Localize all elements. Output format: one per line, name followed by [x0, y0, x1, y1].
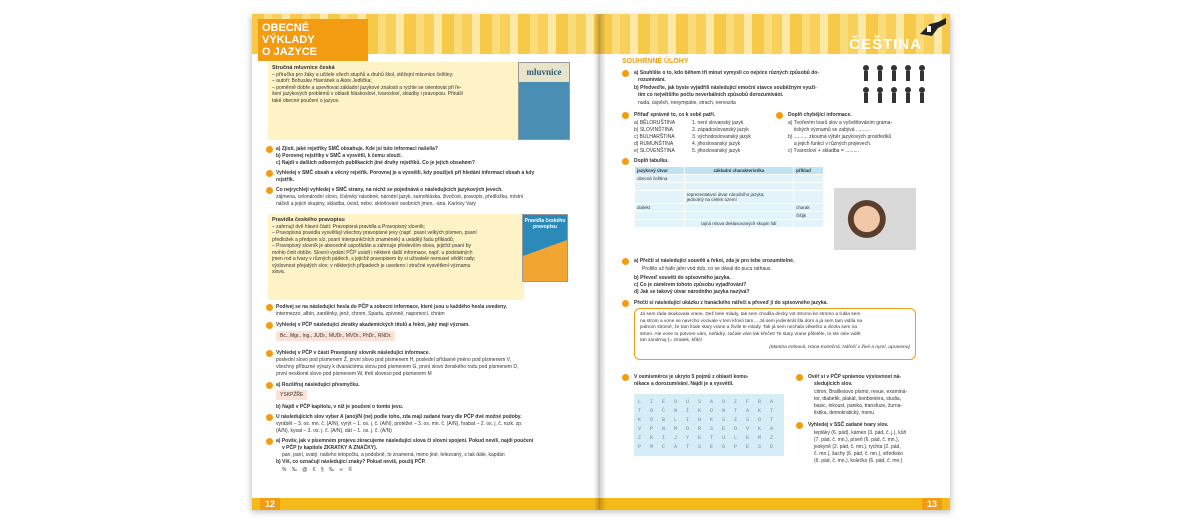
table-cell [684, 183, 793, 191]
info-box-heading: Pravidla českého pravopisu [272, 217, 345, 223]
exercise-text: b) Převeď souvětí do spisovného jazyka. [634, 275, 731, 281]
section-title: SOUHRNNÉ ÚLOHY [622, 58, 689, 65]
grid-row: L I E O U S A O Z F R A [638, 399, 777, 405]
info-box-line: předložek a předpon s/z, psaní interpunkčních znamének) a uvádějí řadu příkladů; [272, 236, 455, 243]
exercise-text: č. mn.), šachy (6. pád, č. mn.), středisko [814, 451, 903, 457]
table-row [635, 204, 824, 212]
table-cell: charak [794, 204, 824, 212]
exercise-text: basic, inkoust, panika, transfuze, žurna- [814, 403, 903, 409]
exercise-number [622, 300, 629, 307]
exercise-text: U následujících slov vyber A (ano)/N (ne) podle toho, zda mají zadané tvary dle PČP dvě možné podoby. [276, 414, 522, 420]
info-box-line: – autoři: Bohuslav Havránek a Alois Jedlička; [272, 78, 372, 84]
exercise-text: Vyhledej v PČP následující zkratky akademických titulů a řekni, jaký mají význam. [276, 322, 470, 328]
exercise-heading: V osmisměrce je ukryto 5 pojmů z oblasti komu- [634, 374, 749, 380]
book-title: Pravidla českého pravopisu [524, 218, 566, 230]
abbreviations-chip: Bc., Mgr., Ing., JUDr., MUDr., MVDr., PhDr., RNDr. [276, 331, 395, 341]
exercise-text: citron, Braillesovo písmo, revue, examiná- [814, 389, 908, 395]
dialect-quote [634, 308, 916, 360]
gesture-figures-icon [858, 62, 932, 110]
hand-icon [918, 16, 948, 38]
exercise-text: b) Předveďte, jak byste vyjádřili následující emoční stavce souběžným využi- [634, 85, 817, 91]
exercise-text: vyrábět – 3. os. mn. č. (A/N), vyrýt – 1. os. j. č. (A/N), protéžet – 3. os. mn. č. (A/N), hrabat – 2. os. j. č. rozk. zp. [276, 421, 523, 427]
match-option: 3. východoslovanský jazyk [692, 134, 751, 140]
exercise-number [266, 322, 273, 329]
table-cell [684, 204, 793, 212]
grid-row: V P N M O R S E O V K A [638, 426, 777, 432]
exercise-number [622, 70, 629, 77]
exercise-heading: Přečti si následující ukázku z hanáckého nářečí a převeď ji do spisovného jazyka. [634, 300, 828, 306]
info-box-line: šení jazykových problémů v oblasti hláskosloví, tvarosloví, skladby i pravopisu. Přináší [272, 91, 464, 97]
exercise-number [266, 438, 273, 445]
exercise-text: a) Povšv, jak v písemném projevu zkracujeme následující slova či slovní spojení. Pokud nevíš, najdi poučení [276, 438, 534, 444]
quote-line: tan zandrnoj (= zmatek, křik)! [640, 338, 702, 343]
exercise-number [796, 374, 803, 381]
exercise-text: rejstřík. [276, 177, 295, 183]
exercise-text: všechny příbuzné výrazy k dvanáctému slovu pod písmenem G, první slovo ženského rodu pod písmenem D, [276, 364, 519, 370]
quote-line: jednom stromě, že tam lítale stary vrane a živile te mlady. Tak já sem nechala věkeťko a vlezla sem na [640, 325, 858, 330]
info-box-line: výslovnost přejatých slov; v některých případech je uvedeno i stručné vysvětlení významu [272, 262, 471, 269]
exercise-text: d) Jak se takový útvar národního jazyka nazývá? [634, 289, 750, 295]
word-search-grid [634, 394, 784, 456]
table-header: základní charakteristika [684, 167, 793, 175]
table-cell [635, 212, 685, 220]
quote-line: na strom a vone se navrcho vocivale v tem křovó tam… Já sem jedenkrát šla dom a já sem tam vidíla na [640, 318, 863, 324]
exercise-text: Prollito už hafo jahn vod dob, co se dával do pucu rathaus. [642, 266, 772, 272]
exercise-text: b) Víš, co označují následující znaky? Pokud nevíš, použij PČP. [276, 459, 426, 465]
exercise-text: tepláky (6. pád), kámen (3. pád, č. j.), kůň [814, 430, 907, 436]
info-box-heading: Stručná mluvnice česká [272, 65, 335, 71]
exercise-text: pan, paní, svatý, našeho letopočtu, a podobně, to znamená, mimo jiné, telezvaný, s tak dále, kapitán [282, 452, 505, 458]
left-page-footer [252, 498, 602, 510]
exercise-text: b) Najdi v PČP kapitolu, v níž je poučení o tomto jevu. [276, 404, 404, 410]
exercise-text: c) Tvarosloví + skladba = .......... [788, 148, 860, 154]
info-box-line: – Pravopisná pravidla vysvětlují všechny pravopisné jevy (např. psaní velkých písmen, psaní [272, 230, 477, 236]
exercise-text: a) Tvořením tvarů slov a vyšvětlováním grama- [788, 120, 893, 126]
table-cell [635, 191, 685, 204]
info-box-smc [268, 62, 524, 140]
table-cell: čištjk [794, 212, 824, 220]
exercise-number [266, 170, 273, 177]
exercise-text: tím co největšího počtu neverbálních způsobů dorozumívání. [638, 92, 784, 98]
table-row [635, 220, 824, 228]
exercise-text: zájmena, celonárodní slovo, číslovky násobné, národní jazyk, samohláska, živočost, pravopis, předložka, místní [276, 194, 524, 200]
exercise-heading: sledujících slov. [814, 381, 853, 387]
exercise-number [796, 422, 803, 429]
table-header: jazykový útvar [635, 167, 685, 175]
info-box-line: také obecné poučení o jazyce. [272, 97, 340, 104]
exercise-text: a) Rozšifruj následující přesmyčku. [276, 382, 360, 388]
exercise-text: v PČP (v kapitole ZKRATKY A ZNAČKY). [282, 445, 378, 451]
exercise-text: (7. pád, č. mn.), píseň (6. pád, č. mn.), [814, 437, 900, 443]
match-option: 2. západoslovanský jazyk [692, 127, 749, 133]
exercise-number [622, 158, 629, 165]
table-row [635, 191, 824, 204]
exercise-text: c) Co je záměrem tohoto způsobu vyjadřování? [634, 282, 747, 288]
table-cell [684, 212, 793, 220]
match-option: 1. není slovanský jazyk [692, 120, 744, 126]
subject-title: ČEŠTINA [849, 36, 922, 53]
exercise-text: rozumívání. [638, 77, 666, 83]
match-item: b) SLOVINŠTINA [634, 127, 673, 133]
match-item: c) BULHARŠTINA [634, 134, 675, 140]
table-cell [794, 220, 824, 228]
exercise-text: tických významů se zabývá .......... [794, 127, 870, 133]
book-title: mluvnice [526, 67, 562, 77]
exercise-number [266, 350, 273, 357]
right-page-header [600, 14, 950, 54]
exercise-text: (6. pád, č. mn.), kolečko (6. pád, č. mn.) [814, 458, 903, 464]
page-number: 13 [922, 498, 942, 510]
exercise-text: Co nejrychleji vyhledej v SMČ strany, na nichž se pojednává o následujících jazykových jevech. [276, 187, 503, 193]
exercise-text: Vyhledej v SMČ obsah a věcný rejstřík. Porovnej je a vysvětli, kdy použiješ při hledání informací obsah a kdy [276, 170, 535, 176]
exercise-heading: Vyhledej v SSČ zadané tvary slov. [808, 422, 889, 428]
info-box-line: – příručka pro žáky a učitele všech stupňů a druhů škol, stěžejní mluvnice češtiny; [272, 71, 454, 78]
exercise-number [266, 414, 273, 421]
left-page [252, 14, 602, 510]
info-box-line: – Pravopisný slovník je abecedně uspořádán a zahrnuje především slova, jejichž psaní by [272, 243, 472, 249]
exercise-text: poslední slovo pod písmenem Ž, první slovo pod písmenem H, poslední přídavné jméno pod písmenem V, [276, 357, 511, 363]
table-cell: dialekt [635, 204, 685, 212]
table-cell: tajná mluva deklasovaných skupin lidí [684, 220, 793, 228]
exercise-number [266, 146, 273, 153]
exercise-text: tor, diabetik, plakát, bonboniéra, studia, [814, 396, 902, 402]
exercise-heading: Ověř si v PČP správnou výslovnost ná- [808, 374, 901, 380]
grid-row: T O Č N Í K O N T A K T [638, 408, 777, 414]
shouting-woman-photo [834, 188, 916, 250]
exercise-text: listika, demokratický, menu [814, 410, 875, 416]
exercise-heading: Přiřaď správně to, co k sobě patří. [634, 112, 716, 118]
match-item: a) BĚLORUŠTINA [634, 120, 676, 126]
quote-attribution: (Martina Irelnová, Hana Konečná, Nářečí v živé a nymí, upraveno) [769, 344, 910, 350]
anagram-chip: YSKPŽŘE [276, 390, 307, 400]
info-box-pcp [268, 214, 524, 300]
exercise-text: b) Porovnej rejstříky v SMČ a vysvětli, k čemu slouží. [276, 153, 402, 159]
table-header: příklad [794, 167, 824, 175]
table-cell [794, 191, 824, 204]
left-page-header [252, 14, 602, 58]
info-box-line: slova. [272, 269, 286, 275]
table-cell: obecná čeština [635, 175, 685, 183]
exercise-text: jeskyně (2. pád, č. mn.), rychta (2. pád, [814, 444, 901, 450]
exercise-number [266, 187, 273, 194]
right-page-footer [600, 498, 950, 510]
table-cell: reprezentativní útvar národního jazyka; jednotný na celém území [684, 191, 793, 204]
exercise-number [776, 112, 783, 119]
match-item: d) RUMUNŠTINA [634, 141, 674, 147]
info-box-line: – poměrně dobře a upevňovat základní jazykové znalosti a rychle se orientovat při ře- [272, 84, 462, 91]
page-number: 12 [260, 498, 280, 510]
exercise-text: intermezzo, albín, zarděnky, jenž, chrom, Sparta, zpívoně, napomocí, chrám [276, 311, 445, 317]
exercise-text: c) Najdi v dalších odborných publikacích jiné druhy rejstříků. Co je jejich obsahem? [276, 160, 475, 166]
exercise-text: nuda, úspěch, nesympatie, strach, nervozita [638, 100, 736, 106]
table-cell [794, 183, 824, 191]
exercise-heading: Doplň chybějící informace. [788, 112, 852, 118]
table-cell [684, 175, 793, 183]
exercise-text: b) .......... zkoumá výběr jazykových prostředků [788, 134, 892, 140]
table-cell [635, 183, 685, 191]
exercise-text: a jejich funkci v různých projevech. [794, 141, 872, 147]
exercise-text: Vyhledej v PČP v části Pravopisný slovník následující informace. [276, 350, 430, 356]
exercise-text: náčelí a jejich skupiny, skladba, úvod, nebo. skloňování osobních jmen, -ána. Karlovy Vary [276, 201, 476, 207]
exercise-number [622, 374, 629, 381]
table-row [635, 212, 824, 220]
fill-table [634, 166, 824, 228]
exercise-text: a) Zjisti, jaké rejstříky SMČ obsahuje. Kde jsi tuto informaci našel/a? [276, 146, 438, 152]
table-cell [635, 220, 685, 228]
match-option: 4. jihoslovanský jazyk [692, 141, 741, 147]
quote-line: strom. Ale vone to potvore vám, neřádry, začale vám tak křečet! Te stary vrane přiletěle, to ste mile vidět [640, 331, 861, 337]
symbols-row: % ‰ @ € § ‰ ∞ © [282, 467, 355, 473]
info-box-line: – zahrnují dvě hlavní části: Pravopisná pravidla a Pravopisný slovník; [272, 223, 426, 230]
exercise-heading: nikace a dorozumívání. Najdi je a vysvětli. [634, 381, 734, 387]
quote-line: Já sem ráda okukovala vrane. Dež bele mlady, tak sem chodila decky vot stromo ke stromo a ťukla sem [640, 312, 861, 317]
info-box-line: mohlo činit obtíže. Slovníi vydání PČP uvádí i některé další informace, např. u podstatných [272, 249, 473, 256]
grid-row: Z K I J Y E T U L E M Z [638, 435, 777, 441]
exercise-number [622, 112, 629, 119]
info-box-line: jmen rod a tvary v různých pádech, s jejichž pravopisem by si uživatelé nemusel vědět rady; [272, 256, 476, 262]
exercise-text: první neskloné slovo pod písmenem W, třetí sloveso pod písmenem M [276, 371, 432, 377]
table-cell [794, 175, 824, 183]
exercise-number [266, 304, 273, 311]
exercise-text: (A/N), kysat – 3. os. j. č. (A/N), dát – 1. os. j. č. (A/N) [276, 428, 392, 434]
grid-row: K O B L I H K S Z S O T [638, 417, 777, 423]
exercise-number [622, 258, 629, 265]
match-item: e) SLOVENŠTINA [634, 148, 675, 154]
table-row [635, 183, 824, 191]
book-cover-pravidla [522, 214, 568, 282]
book-cover-mluvnice [518, 62, 570, 140]
chapter-title: OBECNÉ VÝKLADY O JAZYCE [258, 19, 368, 61]
book-spine [594, 14, 606, 510]
right-page [600, 14, 950, 510]
exercise-number [266, 382, 273, 389]
exercise-text: Podívej se na následující hesla do PČP a zobecni informace, které jsou u každého hesla uvedeny. [276, 304, 508, 310]
table-row [635, 175, 824, 183]
grid-row: P M C A T S E G P E S D [638, 444, 777, 450]
exercise-heading: Doplň tabulku. [634, 158, 669, 164]
exercise-text: a) Přečti si následující souvětí a řekni, zda je pro tebe srozumitelné. [634, 258, 795, 264]
match-option: 5. jihoslovanský jazyk [692, 148, 741, 154]
exercise-text: a) Souhlšte o to, kdo během tří minut vymysli co nejvíce různých způsobů do- [634, 70, 820, 76]
